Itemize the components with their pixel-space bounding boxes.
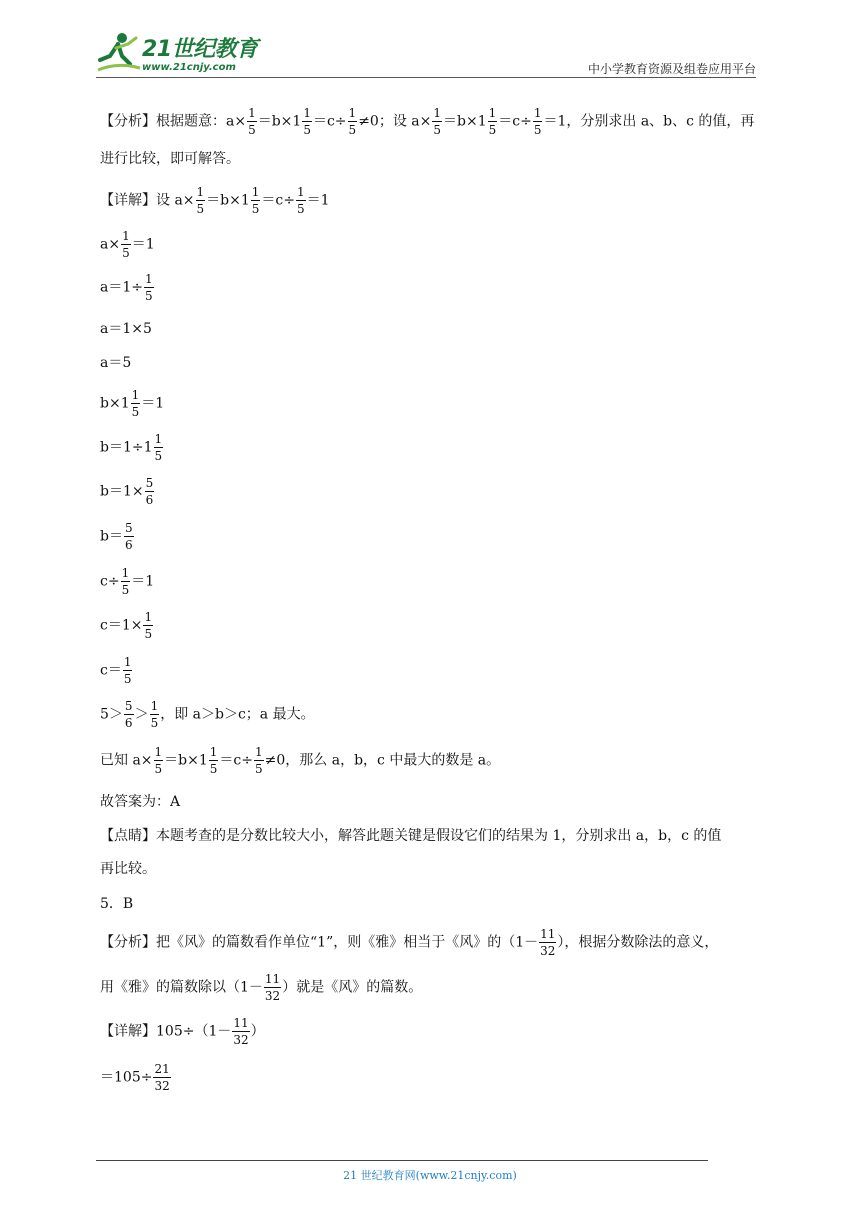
fraction: $\frac{1}{5}$: [488, 106, 497, 137]
text: ＝1: [306, 192, 330, 209]
step-9: c÷ $\frac{1}{5}$ ＝1: [100, 566, 155, 597]
step-4: a＝5: [100, 355, 132, 371]
site-logo[interactable]: [96, 30, 266, 78]
q5-analysis-label: 【分析】: [100, 934, 156, 951]
point-line: 【点睛】本题考查的是分数比较大小，解答此题关键是假设它们的结果为 1，分别求出 a，b，c 的值: [100, 828, 722, 844]
q5-analysis-continuation: 用《雅》的篇数除以（1－ $\frac{11}{32}$ ）就是《风》的篇数。: [100, 972, 423, 1003]
footer-link[interactable]: 21 世纪教育网(www.21cnjy.com): [343, 1169, 517, 1182]
step-6: b＝1÷1 $\frac{1}{5}$: [100, 432, 163, 463]
q5-detail-line: 【详解】105÷（1－ $\frac{11}{32}$ ）: [100, 1016, 265, 1047]
fraction: $\frac{1}{5}$: [533, 106, 542, 137]
fraction: $\frac{1}{5}$: [433, 106, 441, 137]
logo-text: 21世纪教育: [142, 37, 258, 62]
text: ＝c÷: [261, 192, 295, 209]
analysis-continuation: 进行比较，即可解答。: [100, 151, 240, 167]
detail-line: [100, 186, 330, 215]
step-1: a× $\frac{1}{5}$ ＝1: [100, 229, 155, 260]
text: ＝b×1: [206, 192, 250, 209]
text: ＝c÷: [312, 113, 347, 130]
step-3: a＝1×5: [100, 321, 152, 337]
question-5-title: 5．B: [100, 896, 134, 912]
step-2: a＝1÷ $\frac{1}{5}$: [100, 272, 153, 303]
site-tagline: 中小学教育资源及组卷应用平台: [587, 62, 756, 76]
step-13: 已知 a× $\frac{1}{5}$ ＝b×1 $\frac{1}{5}$ ＝c÷ $\frac{1}{5}$ ≠0，那么 a，b，c 中最大的数是 a。: [100, 745, 501, 776]
point-label: 【点睛】: [100, 828, 156, 844]
fraction: $\frac{1}{5}$: [303, 106, 311, 137]
fraction: $\frac{1}{5}$: [196, 185, 205, 216]
fraction: $\frac{1}{5}$: [348, 106, 357, 137]
fraction: $\frac{1}{5}$: [297, 185, 305, 216]
q5-detail-label: 【详解】: [100, 1023, 156, 1040]
text: ＝b×1: [443, 113, 487, 130]
answer-line: 故答案为：A: [100, 794, 181, 810]
detail-label: 【详解】: [100, 192, 156, 209]
step-8: b＝ $\frac{5}{6}$: [100, 521, 133, 552]
analysis-line: [100, 107, 754, 136]
fraction: $\frac{1}{5}$: [248, 106, 256, 137]
step-12: 5＞ $\frac{5}{6}$ ＞ $\frac{1}{5}$ ，即 a＞b＞c；a 最大。: [100, 699, 315, 730]
footer-divider: [96, 1160, 708, 1161]
step-7: b＝1× $\frac{5}{6}$: [100, 476, 154, 507]
text: 根据题意：a×: [156, 113, 247, 130]
header-divider: [96, 77, 756, 78]
step-11: c＝ $\frac{1}{5}$: [100, 655, 132, 686]
text: ＝b×1: [257, 113, 302, 130]
analysis-label: 【分析】: [100, 113, 156, 130]
logo-url: www.21cnjy.com: [142, 62, 236, 73]
point-continuation: 再比较。: [100, 861, 156, 877]
text: ＝c÷: [498, 113, 532, 130]
runner-logo-icon: [96, 30, 142, 76]
fraction: $\frac{1}{5}$: [251, 185, 260, 216]
text: 设 a×: [156, 192, 195, 209]
q5-step-1: ＝105÷ $\frac{21}{32}$: [100, 1062, 170, 1093]
step-5: b×1 $\frac{1}{5}$ ＝1: [100, 388, 165, 419]
q5-analysis-line: 【分析】把《风》的篇数看作单位“1”，则《雅》相当于《风》的（1－ $\frac{11}{32}$ ），根据分数除法的意义，: [100, 927, 719, 958]
step-10: c＝1× $\frac{1}{5}$: [100, 610, 153, 641]
page-header: [0, 0, 860, 82]
text: ≠0；设 a×: [358, 113, 432, 130]
text: ＝1，分别求出 a、b、c 的值，再: [543, 113, 755, 130]
